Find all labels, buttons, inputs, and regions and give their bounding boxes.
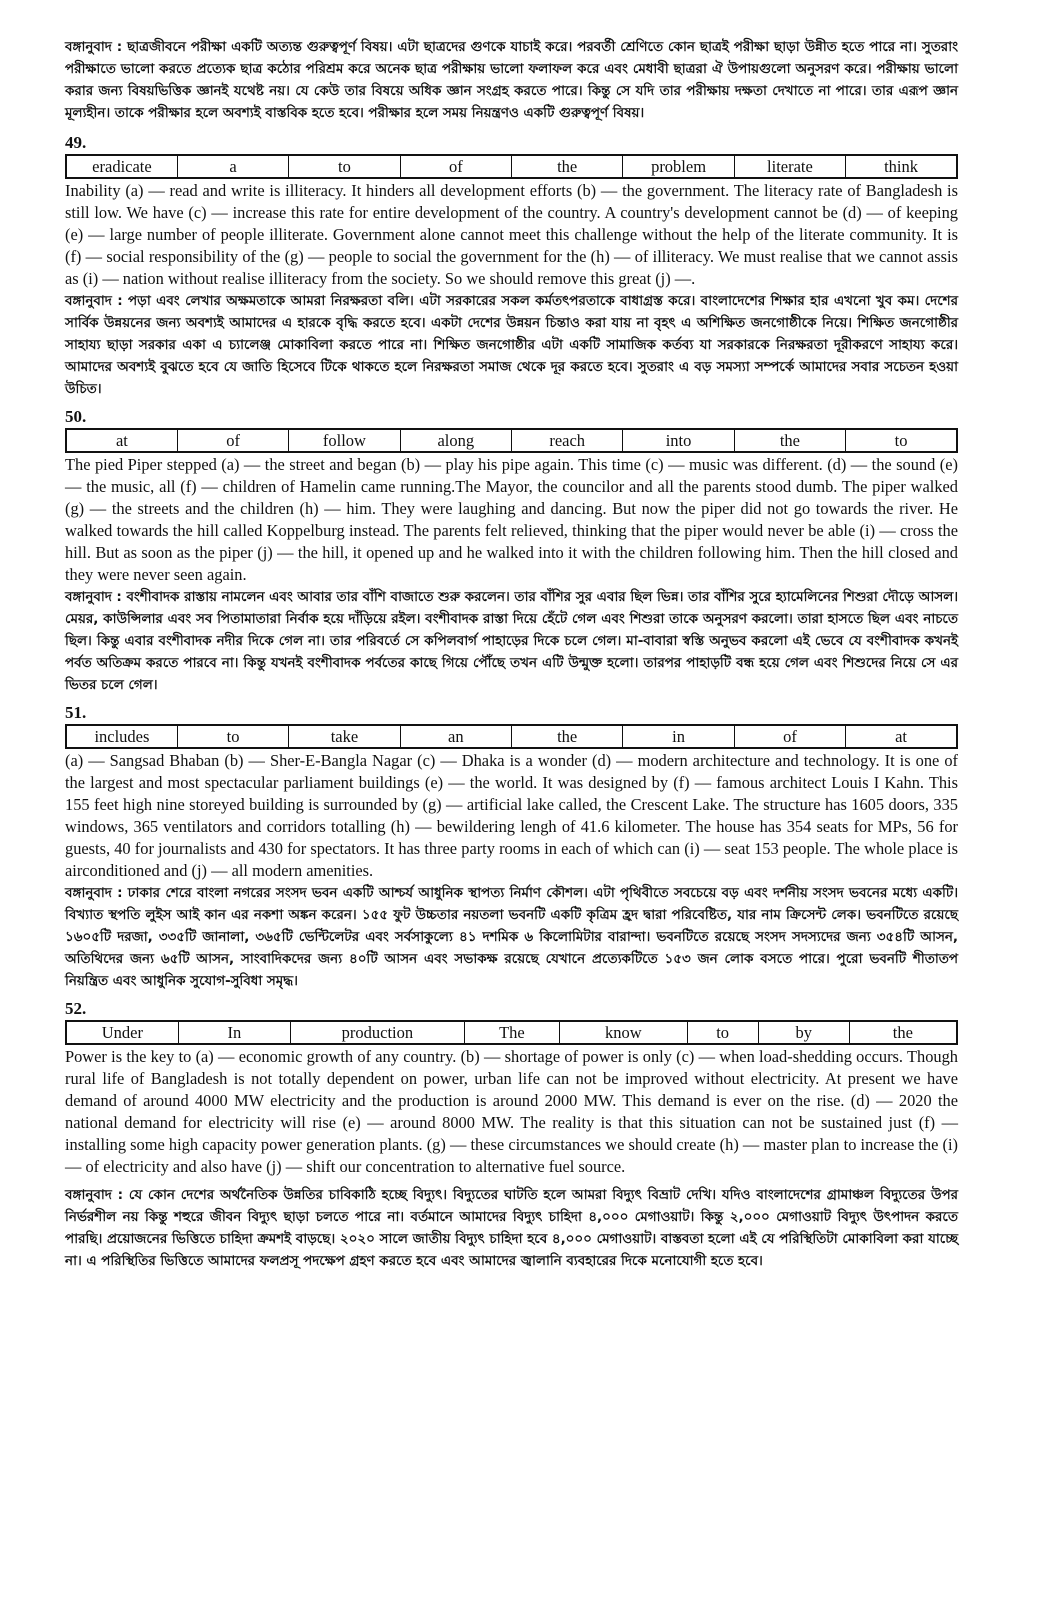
passage: The pied Piper stepped (a) — the street and began (b) — play his pipe again. This time (c) — music was different. (d) — the sound (e) — the music, all (f) — children of Hamelin came running.The Mayor, the councilor and all the parents stood dumb. The piper walked (g) — the streets and the children (h) — him. They were laughing and dancing. But now the piper did not go towards the river. He walked towards the hill called Koppelburg instead. The parents felt relieved, thinking that the piper would never be able (i) — cross the hill. But as soon as the piper (j) — the hill, it opened up and he walked into it with the children following him. Then the hill closed and they were never seen again. (65, 455, 958, 584)
word-cell: in (623, 725, 734, 748)
word-cell: problem (623, 155, 734, 178)
word-box (65, 154, 958, 179)
question-51 (65, 704, 958, 992)
question-49 (65, 134, 958, 400)
question-number: 49. (65, 133, 87, 152)
word-cell: the (512, 725, 623, 748)
word-cell: at (66, 429, 177, 452)
translation-label: বঙ্গানুবাদ : (65, 1187, 123, 1203)
word-cell: to (289, 155, 400, 178)
word-cell: know (560, 1021, 687, 1044)
question-number: 50. (65, 407, 87, 426)
word-cell: of (400, 155, 511, 178)
word-cell: at (895, 727, 908, 746)
passage: Power is the key to (a) — economic growth of any country. (b) — shortage of power is only (c) — when load-shedding occurs. Though rural life of Bangladesh is not totally dependent on power, urban life can not be improved without electricity. At present we have demand of around 4000 MW electricity and the production is around 2000 MW. This demand is ever on the rise. (d) — 2020 the national demand for electricity will rise (e) — around 8000 MW. The reality is that this situation can not be sustained just (f) — installing some high capacity power generation plants. (g) — these circumstances we should create (h) — master plan to increase the (i) — of electricity and also have (j) — shift our concentration to alternative fuel source. (65, 1047, 958, 1176)
intro-translation (65, 36, 958, 124)
word-cell: the (512, 155, 623, 178)
word-cell: to (894, 431, 908, 450)
word-cell: by (758, 1021, 849, 1044)
word-cell: follow (289, 429, 400, 452)
word-cell: of (734, 725, 845, 748)
word-cell: into (623, 429, 734, 452)
passage: (a) — Sangsad Bhaban (b) — Sher-E-Bangla Nagar (c) — Dhaka is a wonder (d) — modern architecture and technology. It is one of the largest and most spectacular parliament buildings (e) — the world. It was designed by (f) — famous architect Louis I Kahn. This 155 feet high nine storeyed building is surrounded by (g) — artificial lake called, the Crescent Lake. The structure has 1605 doors, 335 windows, 365 ventilators and corridors totalling (h) — bewildering lengh of 41.6 kilometer. The house has 354 seats for MPs, 56 for guests, 40 for journalists and 430 for spectators. It has three party rooms in each of which can (i) — seat 153 people. The whole place is airconditioned and (j) — all modern amenities. (65, 751, 958, 880)
translation-text: পড়া এবং লেখার অক্ষমতাকে আমরা নিরক্ষরতা বলি। এটা সরকারের সকল কর্মতৎপরতাকে বাধাগ্রস্ত করে। বাংলাদেশের শিক্ষার হার এখনো খুব কম। দেশের সার্বিক উন্নয়নের জন্য অবশ্যই আমাদের এ হারকে বৃদ্ধি করতে হবে। একটা দেশের উন্নয়ন চিন্তাও করা যায় না বৃহৎ এ অশিক্ষিত জনগোষ্ঠীকে নিয়ে। শিক্ষিত জনগোষ্ঠীর সাহায্য ছাড়া সরকার একা এ চ্যালেঞ্জ মোকাবিলা করতে পারে না। শিক্ষিত জনগোষ্ঠীর এটা একটি সামাজিক কর্তব্য যা সরকারকে নিরক্ষরতা দূরীকরণে সাহায্য করে। আমাদের অবশ্যই বুঝতে হবে যে জাতি হিসেবে টিকে থাকতে হলে নিরক্ষরতা সমাজ থেকে দূর করতে হবে। সুতরাং এ বড় সমস্যা সম্পর্কে আমাদের সবার সচেতন হওয়া উচিত। (65, 293, 958, 397)
translation-label: বঙ্গানুবাদ : (65, 589, 122, 605)
question-number: 52. (65, 999, 87, 1018)
word-cell: a (177, 155, 288, 178)
word-cell: an (400, 725, 511, 748)
word-cell: to (177, 725, 288, 748)
word-box (65, 724, 958, 749)
translation (65, 882, 958, 992)
translation (65, 586, 958, 696)
passage: Inability (a) — read and write is illiteracy. It hinders all development efforts (b) — the government. The literacy rate of Bangladesh is still low. We have (c) — increase this rate for entire development of the country. A country's development cannot be (d) — of keeping (e) — large number of people illiterate. Government alone cannot meet this challenge without the help of the literate community. It is (f) — social responsibility of the (g) — people to social the government for the (h) — of illiteracy. We must realise that we cannot assis as (i) — nation without realise illiteracy from the society. So we should remove this great (j) —. (65, 181, 958, 288)
question-50 (65, 408, 958, 696)
word-cell: along (400, 429, 511, 452)
question-number: 51. (65, 703, 87, 722)
word-cell: to (687, 1021, 758, 1044)
translation-text: ঢাকার শেরে বাংলা নগরের সংসদ ভবন একটি আশ্চর্য আধুনিক স্থাপত্য নির্মাণ কৌশল। এটা পৃথিবীতে সবচেয়ে বড় এবং দর্শনীয় সংসদ ভবনের মধ্যে একটি। বিখ্যাত স্থপতি লুইস আই কান এর নকশা অঙ্কন করেন। ১৫৫ ফুট উচ্চতার নয়তলা ভবনটি একটি কৃত্রিম হ্রদ দ্বারা পরিবেষ্টিত, যার নাম ক্রিসেন্ট লেক। ভবনটিতে রয়েছে ১৬০৫টি দরজা, ৩৩৫টি জানালা, ৩৬৫টি ভেন্টিলেটর এবং সর্বসাকুল্যে ৪১ দশমিক ৬ কিলোমিটার বারান্দা। ভবনটিতে রয়েছে সংসদ সদস্যদের জন্য ৩৫৪টি আসন, অতিথিদের জন্য ৬৫টি আসন, সাংবাদিকদের জন্য ৪০টি আসন এবং সভাকক্ষ রয়েছে যেখানে প্রত্যেকটিতে ১৫৩ জন লোক বসতে পারে। পুরো ভবনটি শীতাতপ নিয়ন্ত্রিত এবং আধুনিক সুযোগ-সুবিধা সমৃদ্ধ। (65, 885, 958, 989)
word-cell: eradicate (66, 155, 177, 178)
word-cell: reach (512, 429, 623, 452)
word-cell: the (734, 429, 845, 452)
translation-label: বঙ্গানুবাদ : (65, 39, 123, 55)
word-cell: production (291, 1021, 465, 1044)
word-cell: of (177, 429, 288, 452)
word-cell: think (884, 157, 919, 176)
translation-text: বংশীবাদক রাস্তায় নামলেন এবং আবার তার বাঁশি বাজাতে শুরু করলেন। তার বাঁশির সুর এবার ছিল ভিন্ন। তার বাঁশির সুরে হ্যামেলিনের শিশুরা দৌড়ে আসল। মেয়র, কাউন্সিলার এবং সব পিতামাতারা নির্বাক হয়ে দাঁড়িয়ে রইল। বংশীবাদক রাস্তা দিয়ে হেঁটে গেল এবং শিশুরা তাকে অনুসরণ করলো। তারা হাসতে ছিল এবং নাচতে ছিল। কিন্তু এবার বংশীবাদক নদীর দিকে গেল না। তার পরিবর্তে সে কপিলবার্গ পাহাড়ের দিকে চলে গেল। মা-বাবারা স্বস্তি অনুভব করলো এই ভেবে যে বংশীবাদক কখনই পর্বত অতিক্রম করতে পারবে না। কিন্তু যখনই বংশীবাদক পর্বতের কাছে গিয়ে পৌঁছে তখন এটি উন্মুক্ত হলো। তারপর পাহাড়টি বন্ধ হয়ে গেল এবং শিশুদের নিয়ে সে এর ভিতর চলে গেল। (65, 589, 958, 693)
word-box (65, 428, 958, 453)
word-cell: literate (734, 155, 845, 178)
translation (65, 1184, 958, 1272)
translation-label: বঙ্গানুবাদ : (65, 885, 123, 901)
translation-label: বঙ্গানুবাদ : (65, 293, 123, 309)
translation-text: যে কোন দেশের অর্থনৈতিক উন্নতির চাবিকাঠি হচ্ছে বিদ্যুৎ। বিদ্যুতের ঘাটতি হলে আমরা বিদ্যুৎ বিভ্রাট দেখি। যদিও বাংলাদেশের গ্রামাঞ্চল বিদ্যুতের উপর নির্ভরশীল নয় কিন্তু শহুরে জীবন বিদ্যুৎ ছাড়া চলতে পারে না। বর্তমানে আমাদের বিদ্যুৎ চাহিদা ৪,০০০ মেগাওয়াট। কিন্তু ২,০০০ মেগাওয়াট বিদ্যুৎ উৎপাদন করতে পারছি। প্রয়োজনের ভিত্তিতে চাহিদা ক্রমশই বাড়ছে। ২০২০ সালে জাতীয় বিদ্যুৎ চাহিদা হবে ৪,০০০ মেগাওয়াট। বাস্তবতা হলো এই যে পরিস্থিতিটা মোকাবিলা করা যাচ্ছে না। এ পরিস্থিতির ভিত্তিতে আমাদের ফলপ্রসূ পদক্ষেপ গ্রহণ করতে হবে এবং আমাদের জ্বালানি ব্যবহারের দিকে মনোযোগী হতে হবে। (65, 1187, 958, 1269)
word-cell: In (178, 1021, 290, 1044)
word-box (65, 1020, 958, 1045)
translation (65, 290, 958, 400)
word-cell: includes (66, 725, 177, 748)
textbook-page (65, 36, 958, 1272)
translation-text: ছাত্রজীবনে পরীক্ষা একটি অত্যন্ত গুরুত্বপূর্ণ বিষয়। এটা ছাত্রদের গুণকে যাচাই করে। পরবর্তী শ্রেণিতে কোন ছাত্রই পরীক্ষা ছাড়া উন্নীত হতে পারে না। সুতরাং পরীক্ষাতে ভালো করতে প্রত্যেক ছাত্র কঠোর পরিশ্রম করে অনেক ছাত্র পরীক্ষায় ভালো ফলাফল করে এবং মেধাবী ছাত্ররা ঐ উপায়গুলো অনুসরণ করে। পরীক্ষায় ভালো করার জন্য বিষয়ভিত্তিক জ্ঞানই যথেষ্ট নয়। যে কেউ তার বিষয়ে অধিক জ্ঞান সংগ্রহ করতে পারে। কিন্তু সে যদি তার পরীক্ষায় দক্ষতা দেখাতে না পারে। তার এরূপ জ্ঞান মূল্যহীন। তাকে পরীক্ষার হলে অবশ্যই বাস্তবিক হতে হবে। পরীক্ষার হলে সময় নিয়ন্ত্রণও একটি গুরুত্বপূর্ণ বিষয়। (65, 39, 958, 121)
word-cell: the (892, 1023, 913, 1042)
word-cell: The (464, 1021, 559, 1044)
word-cell: take (289, 725, 400, 748)
question-52 (65, 1000, 958, 1272)
word-cell: Under (66, 1021, 178, 1044)
